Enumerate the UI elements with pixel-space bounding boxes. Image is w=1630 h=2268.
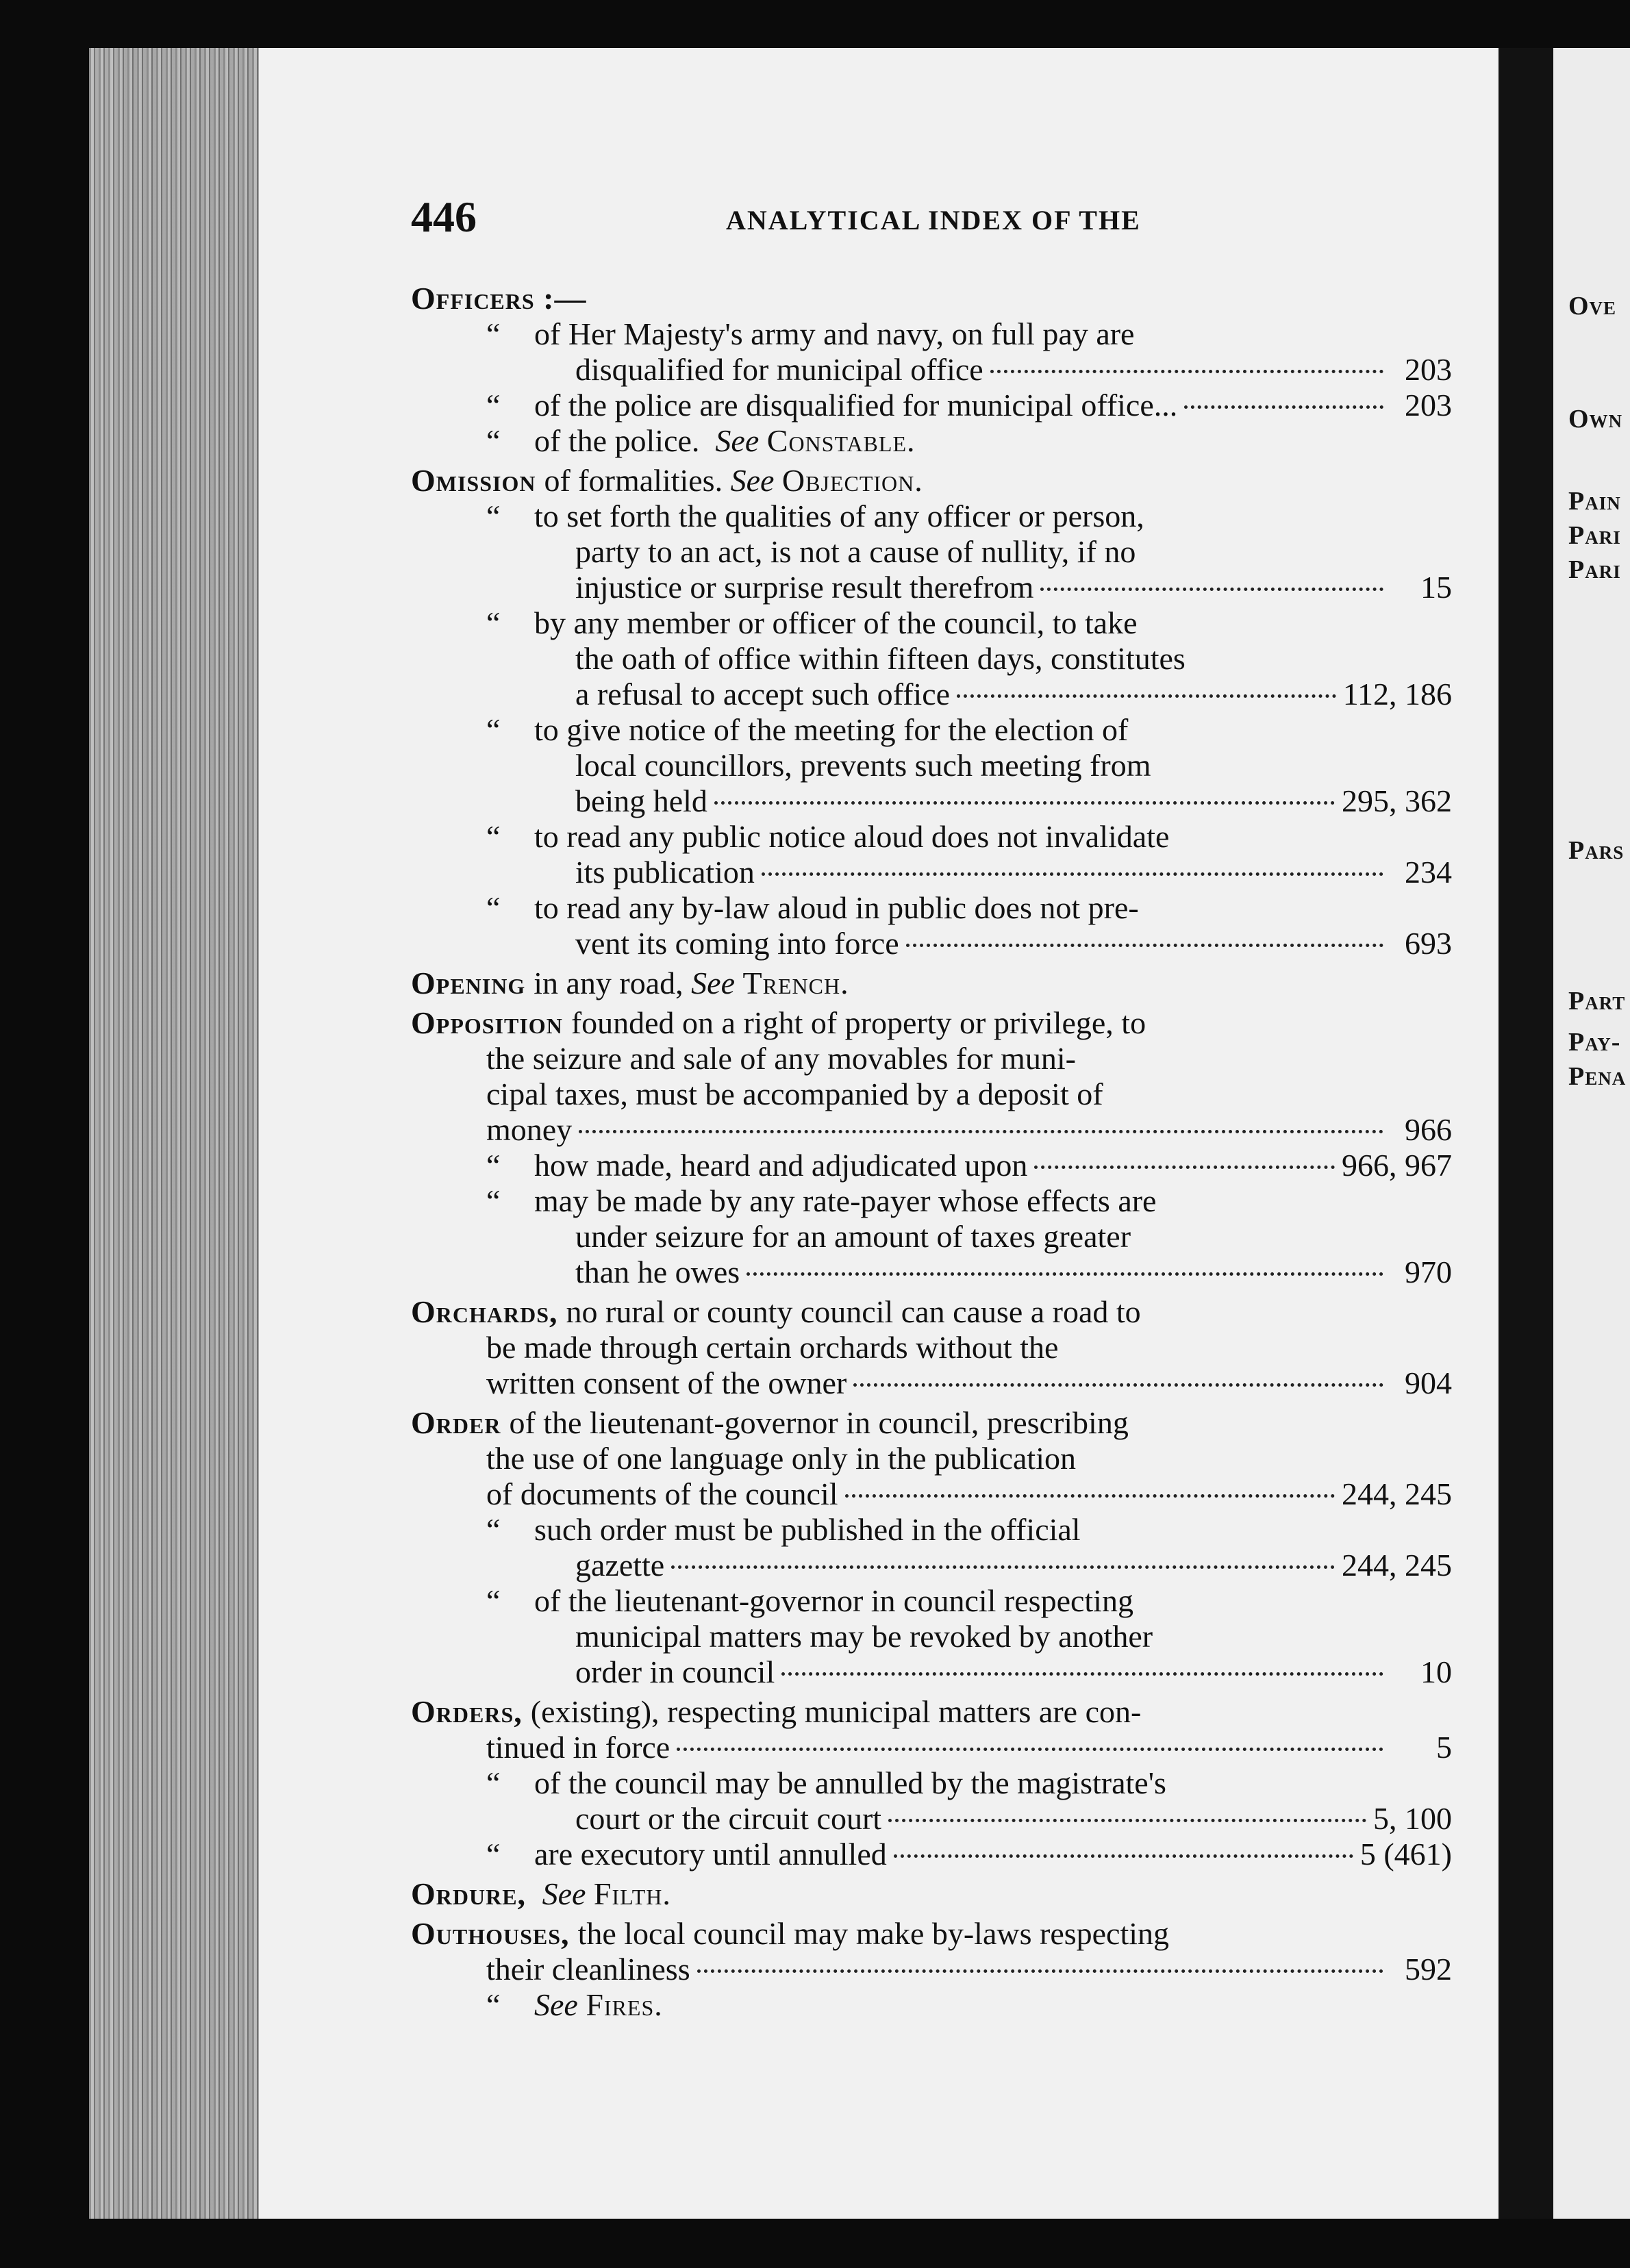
index-line [534,926,1452,961]
page-edges [89,48,260,2219]
section-reference: 244, 245 [1342,1476,1452,1511]
ditto-mark: “ [486,499,501,533]
index-line [534,423,1452,459]
sub-entry-body [534,890,1452,961]
index-line [534,1183,1452,1219]
section-reference: 234 [1405,855,1452,890]
index-headword: Orders, [411,1694,523,1729]
entry-headline [411,1876,1452,1912]
entry-headline [411,1005,1452,1041]
ditto-mark: “ [486,423,501,458]
dot-leader [677,1748,1383,1751]
index-text: founded on a right of property or privilege, to [570,1005,1146,1040]
section-reference: 5, 100 [1373,1801,1452,1836]
index-line [534,783,1452,819]
index-line [411,1952,1452,1987]
index-text: of the police are disqualified for municipal office... [534,388,1178,423]
dot-leader [1040,588,1383,591]
sub-entry [486,605,1452,712]
facing-page-word: Pari [1568,521,1621,550]
index-entry [411,1005,1452,1290]
facing-page-word: Pain [1568,487,1621,516]
sub-entry [486,1765,1452,1837]
section-reference: 244, 245 [1342,1548,1452,1583]
index-text: written consent of the owner [486,1365,847,1400]
ditto-mark: “ [486,1512,501,1547]
index-line [534,1801,1452,1837]
index-entry [411,966,1452,1001]
facing-page-word: Pena [1568,1062,1627,1091]
section-reference: 203 [1405,388,1452,423]
index-entry [411,463,1452,961]
index-line [411,1730,1452,1765]
sub-entry-body [534,1987,1452,2023]
index-text: order in council [575,1654,775,1689]
index-headword: Omission [411,463,536,498]
index-text: to read any public notice aloud does not invalidate [534,819,1170,854]
index-text: may be made by any rate-payer whose effects are [534,1183,1157,1218]
section-reference: 904 [1405,1365,1452,1400]
cross-reference: Objection. [781,463,923,498]
page-number: 446 [411,192,477,241]
index-line [534,534,1452,570]
facing-page-word: Part [1568,987,1626,1016]
index-text: local councillors, prevents such meeting from [575,748,1151,783]
sub-entry-body [534,712,1452,819]
running-head [411,192,1452,247]
index-text: are executory until annulled [534,1837,887,1872]
index-line [534,499,1452,534]
cross-reference: Constable. [766,423,916,458]
sub-entry-body [534,1583,1452,1690]
index-text: under seizure for an amount of taxes greater [575,1219,1131,1254]
index-line [534,855,1452,890]
ditto-mark: “ [486,1837,501,1872]
book-gutter [1499,48,1553,2219]
see-label: See [730,463,775,498]
headline-text: in any road, [534,966,684,1000]
section-reference: 966 [1405,1112,1452,1147]
sub-entry [486,1183,1452,1290]
sub-entry-body [534,499,1452,605]
index-line [411,1041,1452,1076]
index-line [534,1548,1452,1583]
sub-entry [486,1837,1452,1872]
index-text: by any member or officer of the council, to take [534,605,1138,640]
entry-headline [411,1405,1452,1441]
sub-entry [486,1987,1452,2023]
ditto-mark: “ [486,1583,501,1618]
sub-entry [486,890,1452,961]
index-text: the use of one language only in the publication [486,1441,1076,1476]
facing-page-word: Pars [1568,836,1625,865]
section-reference: 5 (461) [1359,1837,1452,1872]
index-text: injustice or surprise result therefrom [575,570,1034,605]
facing-page-word: Own [1568,405,1623,433]
index-line [534,748,1452,783]
index-line [534,1654,1452,1690]
index-entry [411,1405,1452,1690]
dot-leader [1034,1166,1335,1169]
ditto-mark: “ [486,388,501,423]
running-title: ANALYTICAL INDEX OF THE [726,205,1141,236]
section-reference: 966, 967 [1342,1148,1452,1183]
sub-entry-body [534,1512,1452,1583]
index-entry [411,1294,1452,1401]
see-label: See [534,1987,578,2022]
dot-leader [853,1383,1383,1387]
facing-page-word: Pari [1568,555,1621,584]
dot-leader [781,1672,1383,1676]
entry-headline [411,281,1452,316]
index-line [534,605,1452,641]
index-line [534,388,1452,423]
facing-page-word: Ove [1568,292,1617,320]
index-headword: Outhouses, [411,1916,570,1951]
cross-reference: Filth. [593,1876,671,1911]
section-reference: 693 [1405,926,1452,961]
index-text: than he owes [575,1255,740,1289]
index-line [534,1619,1452,1654]
index-line [411,1076,1452,1112]
sub-entry [486,1148,1452,1183]
section-reference: 970 [1405,1255,1452,1289]
dot-leader [894,1854,1353,1858]
index-line [534,1512,1452,1548]
entry-headline [411,1294,1452,1330]
ditto-mark: “ [486,819,501,854]
sub-entry-body [534,1765,1452,1837]
ditto-mark: “ [486,1765,501,1800]
index-text: be made through certain orchards without the [486,1330,1059,1365]
index-entry [411,1694,1452,1872]
sub-entry [486,1583,1452,1690]
index-entry [411,1916,1452,2023]
sub-entry-body [534,1837,1452,1872]
sub-entry [486,316,1452,388]
index-line [534,890,1452,926]
index-headword: Opposition [411,1005,563,1040]
index-text: of the council may be annulled by the magistrate's [534,1765,1166,1800]
index-text: to set forth the qualities of any officer or person, [534,499,1144,533]
index-headword: Order [411,1405,501,1440]
index-line [411,1330,1452,1365]
dot-leader [579,1130,1383,1133]
ditto-mark: “ [486,605,501,640]
ditto-mark: “ [486,1987,501,2022]
index-text: tinued in force [486,1730,670,1765]
ditto-mark: “ [486,712,501,747]
dot-leader [671,1565,1335,1569]
index-line [411,1441,1452,1476]
dot-leader [747,1272,1383,1276]
index-line [534,570,1452,605]
headline-text: of formalities. [544,463,723,498]
sub-entry-body [534,1183,1452,1290]
index-text: municipal matters may be revoked by another [575,1619,1153,1654]
dot-leader [714,801,1335,805]
sub-entry-body [534,388,1452,423]
index-text: of Her Majesty's army and navy, on full pay are [534,316,1135,351]
index-text: gazette [575,1548,665,1583]
index-line [534,1987,1452,2023]
index-text: of documents of the council [486,1476,838,1511]
sub-entry [486,388,1452,423]
index-text: of the lieutenant-governor in council respecting [534,1583,1133,1618]
index-text: being held [575,783,707,818]
sub-entry-body [534,605,1452,712]
index-headword: Ordure, [411,1876,527,1911]
section-reference: 592 [1405,1952,1452,1987]
entry-headline [411,1916,1452,1952]
index-text: (existing), respecting municipal matters are con- [530,1694,1142,1729]
index-text: such order must be published in the official [534,1512,1081,1547]
dot-leader [845,1494,1335,1498]
index-line [534,677,1452,712]
facing-page-word: Pay- [1568,1028,1621,1057]
index-line [534,1583,1452,1619]
ditto-mark: “ [486,1183,501,1218]
index-headword: Officers :— [411,281,587,316]
index-line [411,1112,1452,1148]
index-line [534,352,1452,388]
index-text: disqualified for municipal office [575,352,983,387]
index-line [411,1476,1452,1512]
section-reference: 112, 186 [1342,677,1452,711]
see-label: See [691,966,736,1000]
index-text: court or the circuit court [575,1801,882,1836]
section-reference: 5 [1436,1730,1452,1765]
index-text: the oath of office within fifteen days, constitutes [575,641,1186,676]
dot-leader [762,872,1383,876]
index-text: their cleanliness [486,1952,690,1987]
sub-entry-body [534,1148,1452,1183]
index-line [534,316,1452,352]
index-line [534,1765,1452,1801]
index-text: cipal taxes, must be accompanied by a deposit of [486,1076,1103,1111]
index-text: to read any by-law aloud in public does not pre- [534,890,1139,925]
ditto-mark: “ [486,316,501,351]
sub-entry [486,712,1452,819]
section-reference: 10 [1420,1654,1452,1689]
index-text: party to an act, is not a cause of nullity, if no [575,534,1136,569]
ditto-mark: “ [486,1148,501,1183]
index-line [534,819,1452,855]
sub-entry [486,423,1452,459]
entry-headline [411,1694,1452,1730]
see-label: See [542,1876,586,1911]
dot-leader [888,1819,1366,1822]
dot-leader [957,694,1336,698]
index-line [411,1365,1452,1401]
dot-leader [1184,405,1383,409]
section-reference: 295, 362 [1342,783,1452,818]
index-line [534,712,1452,748]
sub-entry [486,1512,1452,1583]
section-reference: 15 [1420,570,1452,605]
index-text: a refusal to accept such office [575,677,951,711]
ditto-mark: “ [486,890,501,925]
index-body [411,281,1452,2027]
index-line [534,1837,1452,1872]
index-text: no rural or county council can cause a road to [566,1294,1141,1329]
index-text: the seizure and sale of any movables for muni- [486,1041,1076,1076]
cross-reference: Trench. [742,966,849,1000]
sub-entry [486,819,1452,890]
sub-entry-body [534,423,1452,459]
sub-entry-body [534,819,1452,890]
index-text: its publication [575,855,755,890]
index-text: how made, heard and adjudicated upon [534,1148,1028,1183]
cross-reference: Fires. [586,1987,663,2022]
sub-entry [486,499,1452,605]
index-text: of the police. [534,423,700,458]
dot-leader [906,944,1383,947]
entry-headline [411,966,1452,1001]
entry-headline [411,463,1452,499]
facing-page-fragment [1553,48,1630,2219]
index-entry [411,1876,1452,1912]
index-text: to give notice of the meeting for the election of [534,712,1129,747]
section-reference: 203 [1405,352,1452,387]
index-line [534,1148,1452,1183]
index-headword: Opening [411,966,526,1000]
index-line [534,641,1452,677]
index-headword: Orchards, [411,1294,558,1329]
dot-leader [990,370,1383,373]
index-entry [411,281,1452,459]
dot-leader [697,1969,1383,1973]
index-line [534,1219,1452,1255]
index-text: vent its coming into force [575,926,899,961]
index-line [534,1255,1452,1290]
index-text: of the lieutenant-governor in council, prescribing [509,1405,1129,1440]
index-text: the local council may make by-laws respecting [577,1916,1170,1951]
see-label: See [715,423,760,458]
index-text: money [486,1112,573,1147]
sub-entry-body [534,316,1452,388]
